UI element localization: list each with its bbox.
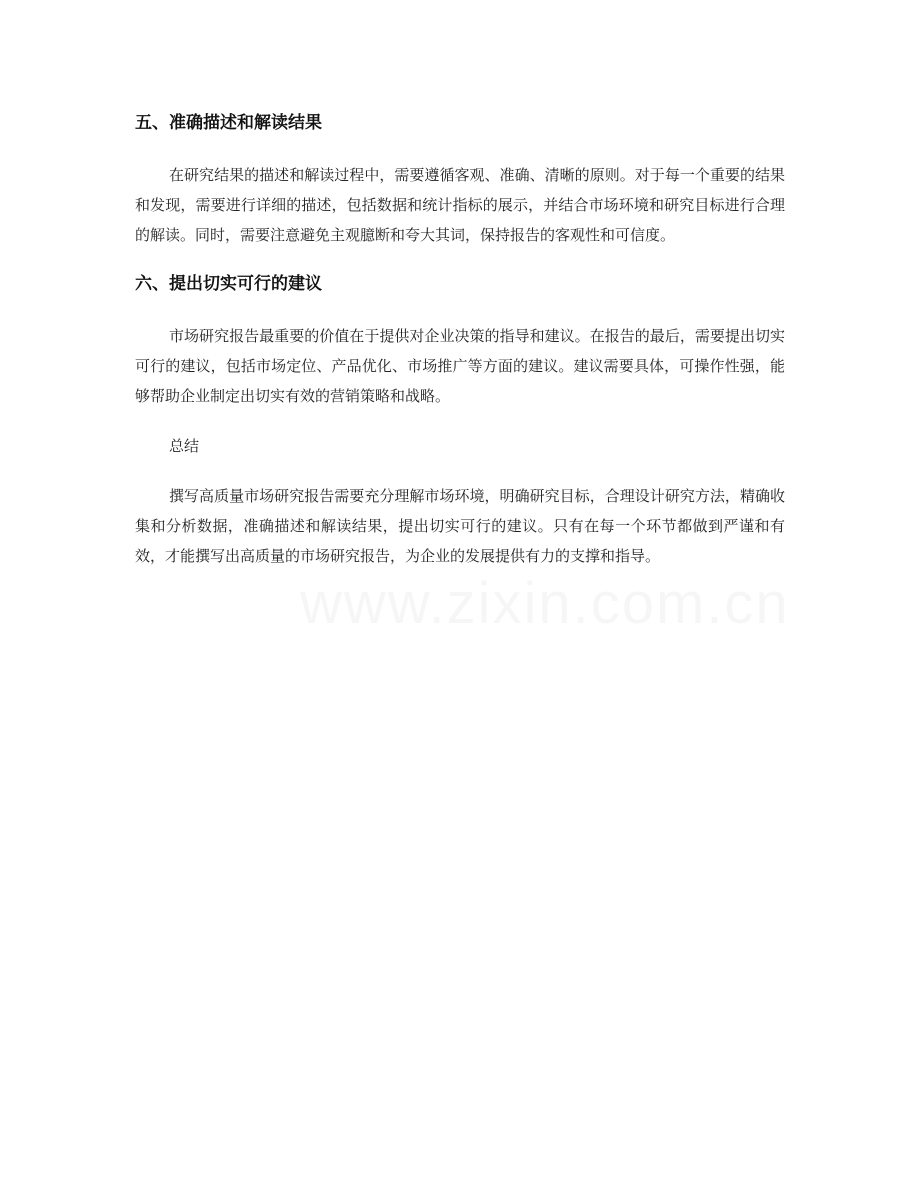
section-heading-6: 六、提出切实可行的建议 bbox=[135, 274, 322, 294]
section-paragraph-5: 在研究结果的描述和解读过程中，需要遵循客观、准确、清晰的原则。对于每一个重要的结果和发现，需要进行详细的描述，包括数据和统计指标的展示，并结合市场环境和研究目标进行合理的解读。同时，需要注意避免主观臆断和夸大其词，保持报告的客观性和可信度。 bbox=[135, 166, 785, 244]
summary-label: 总结 bbox=[169, 437, 200, 455]
section-paragraph-6: 市场研究报告最重要的价值在于提供对企业决策的指导和建议。在报告的最后，需要提出切实可行的建议，包括市场定位、产品优化、市场推广等方面的建议。建议需要具体，可操作性强，能够帮助企业制定出切实有效的营销策略和战略。 bbox=[135, 327, 785, 405]
document-body bbox=[135, 106, 785, 571]
section-heading-5: 五、准确描述和解读结果 bbox=[135, 113, 322, 133]
watermark-text bbox=[300, 570, 680, 637]
summary-paragraph: 撰写高质量市场研究报告需要充分理解市场环境，明确研究目标，合理设计研究方法，精确收集和分析数据，准确描述和解读结果，提出切实可行的建议。只有在每一个环节都做到严谨和有效，才能撰写出高质量的市场研究报告，为企业的发展提供有力的支撑和指导。 bbox=[135, 487, 785, 565]
